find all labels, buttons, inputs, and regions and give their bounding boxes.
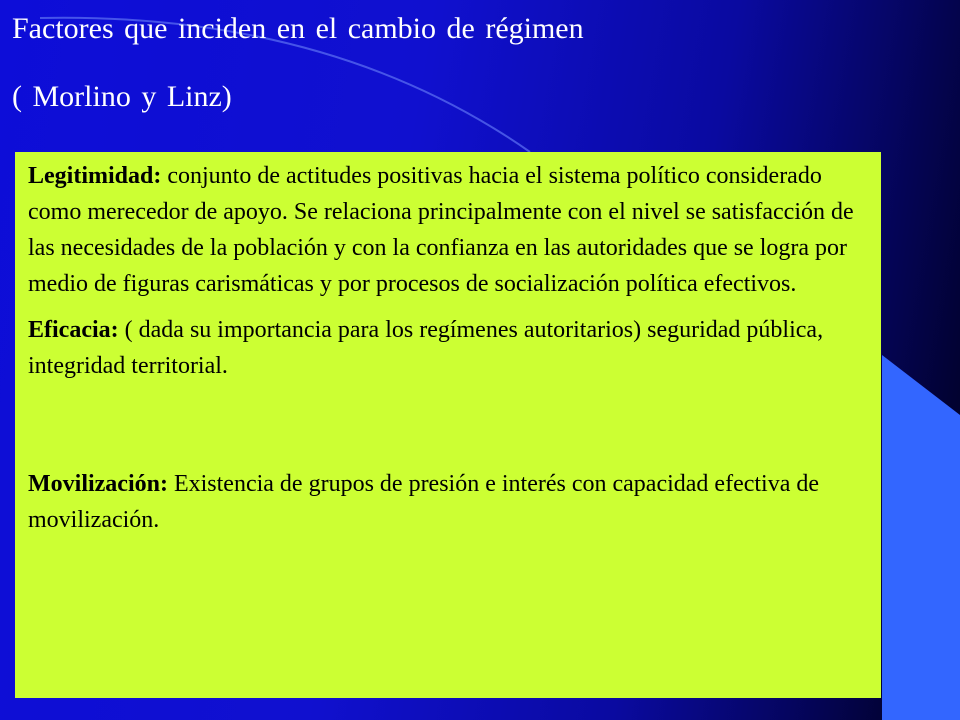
paragraph-eficacia [28, 312, 867, 384]
content-box [15, 152, 881, 698]
paragraph-movilizacion [28, 466, 867, 538]
text-eficacia: ( dada su importancia para los regímenes autoritarios) seguridad pública, integridad territorial. [28, 317, 824, 379]
slide-subtitle: ( Morlino y Linz) [12, 80, 232, 113]
slide-title: Factores que inciden en el cambio de régimen [12, 12, 584, 45]
term-movilizacion: Movilización: [28, 471, 168, 497]
term-eficacia: Eficacia: [28, 317, 119, 343]
text-legitimidad: conjunto de actitudes positivas hacia el sistema político considerado como merecedor de apoyo. Se relaciona principalmente con el nivel se satisfacción de las necesidades de la población y con la confianza en las autoridades que se logra por medio de figuras carismáticas y por procesos de socialización política efectivos. [28, 163, 854, 297]
paragraph-legitimidad [28, 158, 867, 302]
text-movilizacion: Existencia de grupos de presión e interés con capacidad efectiva de movilización. [28, 471, 820, 533]
term-legitimidad: Legitimidad: [28, 163, 162, 189]
